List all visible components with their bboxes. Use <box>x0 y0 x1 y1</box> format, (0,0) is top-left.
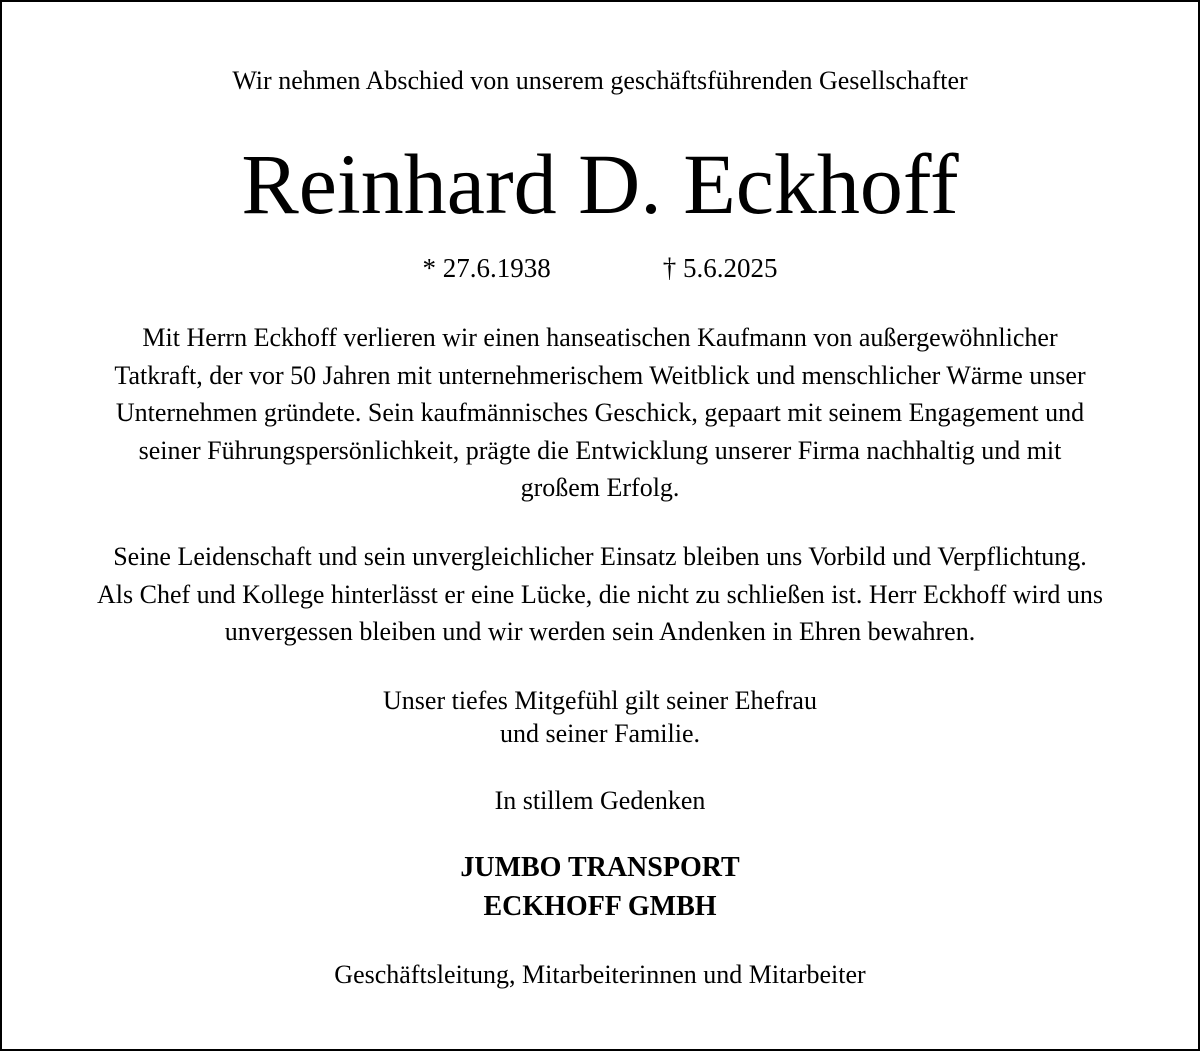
legacy-line: Seine Leidenschaft und sein unvergleichlicher Einsatz bleiben uns Vorbild und Verpflichtung. <box>113 542 1087 571</box>
deceased-name: Reinhard D. Eckhoff <box>241 136 959 232</box>
legacy-line: unvergessen bleiben und wir werden sein Andenken in Ehren bewahren. <box>224 617 976 646</box>
company-name-line: ECKHOFF GMBH <box>483 891 717 922</box>
remembrance-line: In stillem Gedenken <box>494 786 706 815</box>
legacy-line: Als Chef und Kollege hinterlässt er eine Lücke, die nicht zu schließen ist. Herr Eckhoff wird uns <box>96 580 1103 609</box>
condolence-line: und seiner Familie. <box>499 719 700 748</box>
tribute-line: großem Erfolg. <box>520 473 680 502</box>
tribute-line: Tatkraft, der vor 50 Jahren mit unternehmerischem Weitblick und menschlicher Wärme unser <box>114 361 1086 390</box>
condolence-line: Unser tiefes Mitgefühl gilt seiner Ehefrau <box>383 686 817 715</box>
tribute-line: seiner Führungspersönlichkeit, prägte die Entwicklung unserer Firma nachhaltig und mit <box>138 436 1062 465</box>
death-date: † 5.6.2025 <box>662 253 778 283</box>
company-name-line: JUMBO TRANSPORT <box>460 852 740 883</box>
life-dates <box>2 255 1198 282</box>
tribute-line: Unternehmen gründete. Sein kaufmännisches Geschick, gepaart mit seinem Engagement und <box>115 398 1085 427</box>
signatories-line: Geschäftsleitung, Mitarbeiterinnen und Mitarbeiter <box>334 960 866 989</box>
tribute-line: Mit Herrn Eckhoff verlieren wir einen hanseatischen Kaufmann von außergewöhnlicher <box>142 323 1058 352</box>
birth-date: * 27.6.1938 <box>422 253 551 283</box>
intro-line: Wir nehmen Abschied von unserem geschäftsführenden Gesellschafter <box>232 66 968 95</box>
